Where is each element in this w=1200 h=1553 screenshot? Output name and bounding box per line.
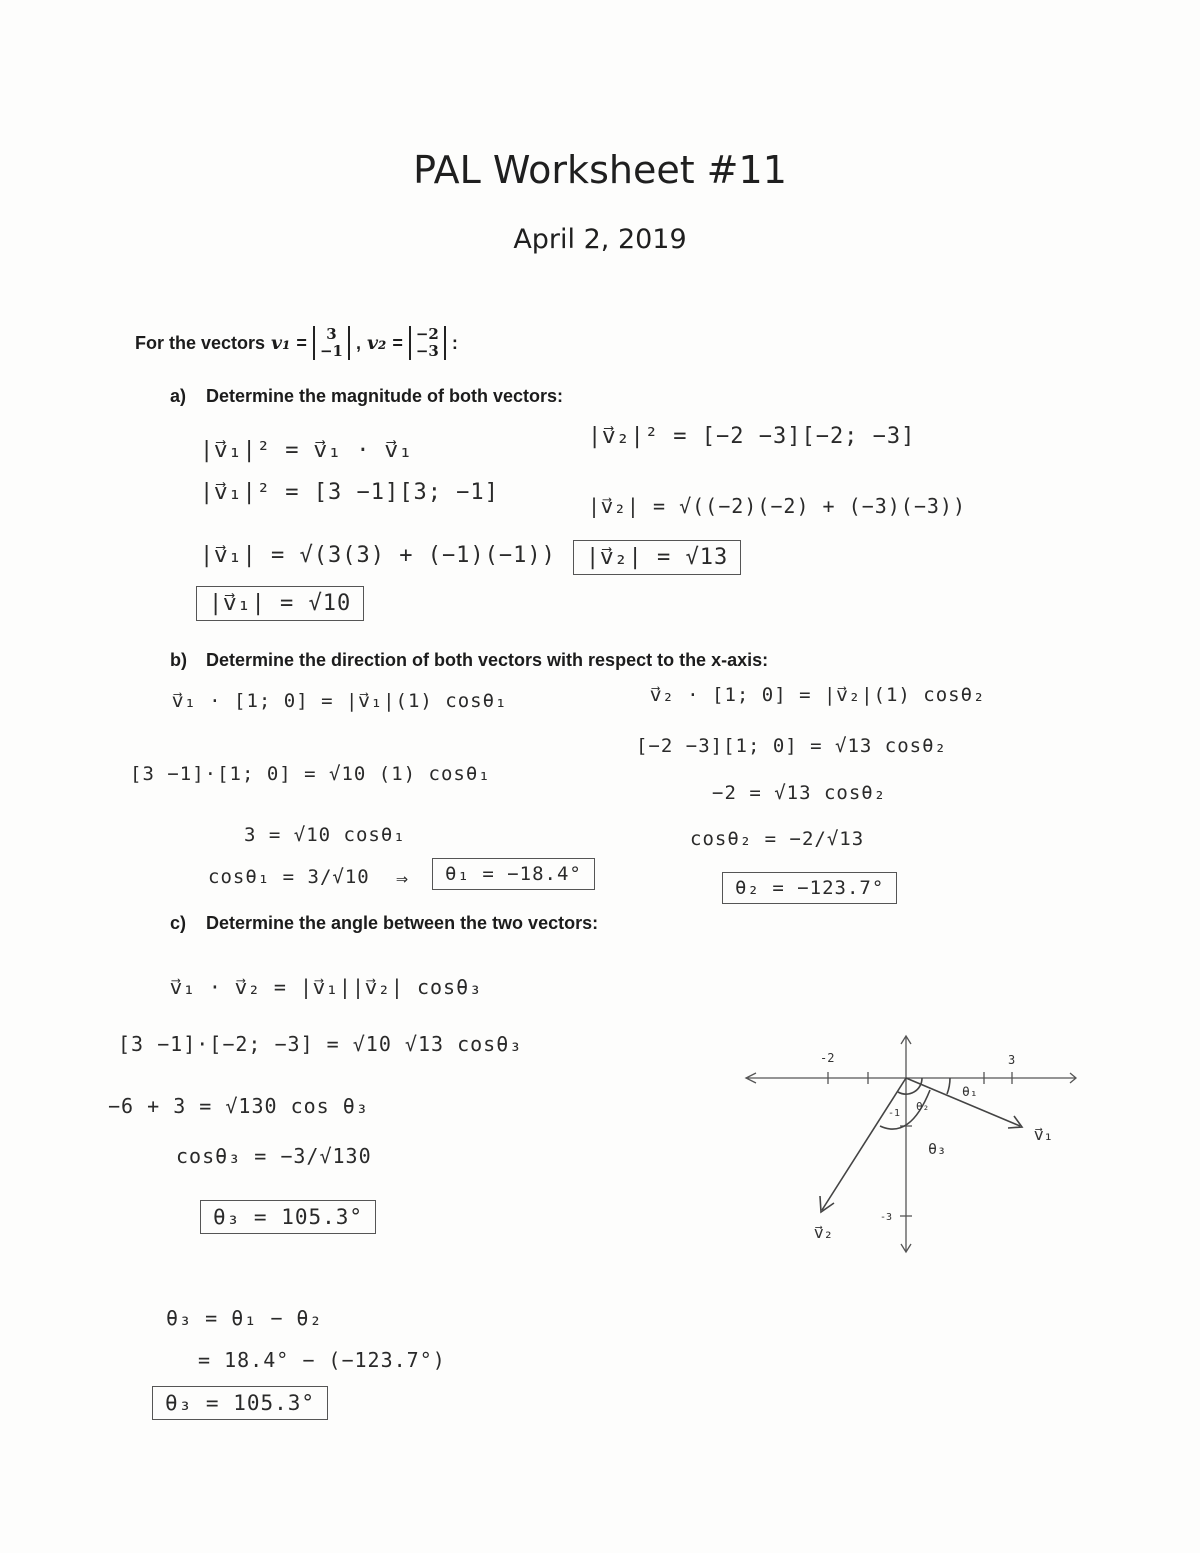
equals-sign: = — [392, 332, 403, 353]
v1-label: v⃗₁ — [1034, 1125, 1054, 1144]
tick-label-neg1: -1 — [888, 1108, 901, 1119]
question-b-text: Determine the direction of both vectors with respect to the x-axis: — [206, 650, 769, 670]
work-a-left-line-2: |v⃗₁|² = [3 −1][3; −1] — [200, 480, 499, 505]
work-c-line-3: −6 + 3 = √130 cos θ₃ — [108, 1094, 369, 1118]
work-c-alt-line-2: = 18.4° − (−123.7°) — [198, 1348, 446, 1372]
work-a-left-line-1: |v⃗₁|² = v⃗₁ · v⃗₁ — [200, 438, 413, 463]
tick-label-neg3: -3 — [880, 1212, 893, 1223]
magnitude-v1-result: |v⃗₁| = √10 — [196, 586, 364, 621]
question-c-label: c) — [170, 913, 187, 933]
work-c-line-2: [3 −1]·[−2; −3] = √10 √13 cosθ₃ — [118, 1032, 523, 1056]
v2-column-vector — [409, 326, 446, 360]
problem-statement — [135, 326, 458, 360]
theta1-label: θ₁ — [962, 1085, 978, 1100]
v2-name: v₂ — [366, 332, 387, 354]
theta2-result: θ₂ = −123.7° — [722, 872, 897, 904]
theta2-label: θ₂ — [916, 1100, 930, 1113]
v1-name: v₁ — [271, 332, 291, 354]
page-title: PAL Worksheet #11 — [413, 148, 787, 192]
v1-column-vector — [313, 326, 350, 360]
v2-label: v⃗₂ — [814, 1223, 834, 1242]
v1-x: 3 — [326, 325, 337, 343]
work-b-left-line-2: [3 −1]·[1; 0] = √10 (1) cosθ₁ — [130, 763, 491, 785]
work-a-right-line-2: |v⃗₂| = √((−2)(−2) + (−3)(−3)) — [588, 494, 966, 518]
tick-label-3: 3 — [1008, 1053, 1016, 1067]
theta1-result: θ₁ = −18.4° — [432, 858, 595, 890]
prompt-text: For the vectors — [135, 332, 266, 353]
v1-y: −1 — [319, 342, 343, 360]
work-b-right-line-3: −2 = √13 cosθ₂ — [712, 782, 887, 804]
work-a-left-line-3: |v⃗₁| = √(3(3) + (−1)(−1)) — [200, 543, 556, 568]
work-a-right-line-1: |v⃗₂|² = [−2 −3][−2; −3] — [588, 424, 916, 449]
question-a — [170, 386, 563, 407]
theta3-alt-result: θ₃ = 105.3° — [152, 1386, 328, 1420]
work-c-line-1: v⃗₁ · v⃗₂ = |v⃗₁||v⃗₂| cosθ₃ — [170, 975, 483, 999]
question-a-text: Determine the magnitude of both vectors: — [206, 386, 564, 406]
vector-sketch — [740, 1030, 1100, 1270]
v2-x: −2 — [415, 325, 439, 343]
work-b-right-line-4: cosθ₂ = −2/√13 — [690, 828, 865, 850]
question-c — [170, 913, 598, 934]
sketch-labels — [814, 1051, 1053, 1242]
colon: : — [451, 332, 458, 353]
question-b — [170, 650, 768, 671]
theta3-result: θ₃ = 105.3° — [200, 1200, 376, 1234]
vectors — [820, 1078, 1022, 1212]
question-b-label: b) — [170, 650, 187, 670]
work-c-line-4: cosθ₃ = −3/√130 — [176, 1144, 372, 1168]
v2-y: −3 — [415, 342, 439, 360]
work-b-left-line-3: 3 = √10 cosθ₁ — [244, 824, 406, 846]
theta3-label: θ₃ — [928, 1140, 947, 1158]
equals-sign: = — [296, 332, 307, 353]
magnitude-v2-result: |v⃗₂| = √13 — [573, 540, 741, 575]
work-b-left-line-4: cosθ₁ = 3/√10 — [208, 866, 370, 888]
angle-arc-theta1 — [947, 1078, 950, 1094]
question-c-text: Determine the angle between the two vectors: — [206, 913, 599, 933]
question-a-label: a) — [170, 386, 187, 406]
tick-label-neg2: -2 — [820, 1051, 835, 1065]
work-c-alt-line-1: θ₃ = θ₁ − θ₂ — [166, 1306, 323, 1330]
work-b-left-line-1: v⃗₁ · [1; 0] = |v⃗₁|(1) cosθ₁ — [172, 690, 508, 712]
coordinate-axes — [746, 1036, 1076, 1252]
page-date: April 2, 2019 — [513, 224, 687, 255]
comma: , — [355, 332, 361, 353]
work-b-right-line-2: [−2 −3][1; 0] = √13 cosθ₂ — [636, 735, 947, 757]
vector-v2-line — [822, 1078, 906, 1210]
work-b-right-line-1: v⃗₂ · [1; 0] = |v⃗₂|(1) cosθ₂ — [650, 684, 986, 706]
implies-arrow: ⇒ — [396, 866, 410, 890]
